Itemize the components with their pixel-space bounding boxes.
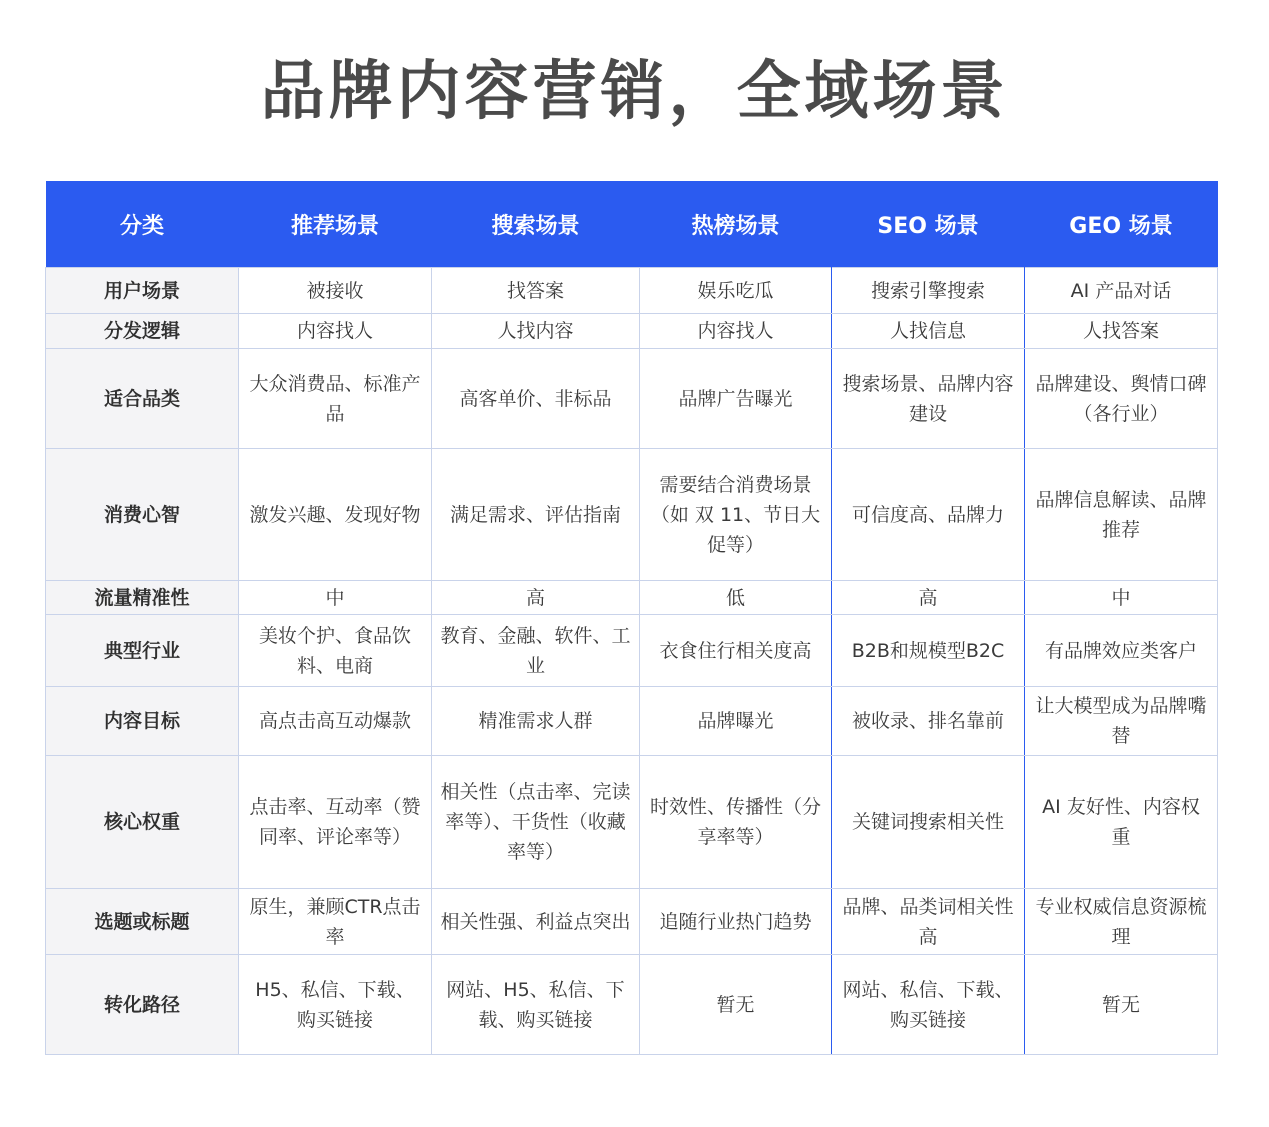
table-cell: 搜索场景、品牌内容建设 xyxy=(832,349,1025,449)
table-cell: 有品牌效应类客户 xyxy=(1025,615,1218,687)
table-cell: 相关性强、利益点突出 xyxy=(432,889,640,955)
comparison-table xyxy=(45,181,1218,1055)
table-cell: 原生，兼顾CTR点击率 xyxy=(239,889,432,955)
table-cell: 相关性（点击率、完读率等）、干货性（收藏率等） xyxy=(432,756,640,889)
row-label: 消费心智 xyxy=(46,449,239,581)
table-cell: 人找答案 xyxy=(1025,314,1218,349)
table-cell: 可信度高、品牌力 xyxy=(832,449,1025,581)
header-category: 分类 xyxy=(46,181,239,268)
table-cell: 大众消费品、标准产品 xyxy=(239,349,432,449)
table-row xyxy=(46,349,1218,449)
table-cell: 让大模型成为品牌嘴替 xyxy=(1025,687,1218,756)
table-cell: 中 xyxy=(1025,581,1218,615)
table-cell: 满足需求、评估指南 xyxy=(432,449,640,581)
row-label: 内容目标 xyxy=(46,687,239,756)
table-row xyxy=(46,314,1218,349)
table-row xyxy=(46,615,1218,687)
header-geo: GEO 场景 xyxy=(1025,181,1218,268)
row-label: 分发逻辑 xyxy=(46,314,239,349)
row-label: 核心权重 xyxy=(46,756,239,889)
table-cell: 高客单价、非标品 xyxy=(432,349,640,449)
table-row xyxy=(46,955,1218,1055)
table-cell: 高点击高互动爆款 xyxy=(239,687,432,756)
table-cell: 暂无 xyxy=(640,955,832,1055)
page-title: 品牌内容营销，全域场景 xyxy=(260,55,1009,129)
table-cell: 品牌曝光 xyxy=(640,687,832,756)
table-cell: 高 xyxy=(432,581,640,615)
header-hotlist: 热榜场景 xyxy=(640,181,832,268)
table-cell: 网站、私信、下载、购买链接 xyxy=(832,955,1025,1055)
table-cell: 美妆个护、食品饮料、电商 xyxy=(239,615,432,687)
header-seo: SEO 场景 xyxy=(832,181,1025,268)
table-cell: 追随行业热门趋势 xyxy=(640,889,832,955)
table-cell: 低 xyxy=(640,581,832,615)
table-row xyxy=(46,449,1218,581)
table-cell: 品牌信息解读、品牌推荐 xyxy=(1025,449,1218,581)
table-cell: 关键词搜索相关性 xyxy=(832,756,1025,889)
row-label: 适合品类 xyxy=(46,349,239,449)
table-row xyxy=(46,268,1218,314)
row-label: 用户场景 xyxy=(46,268,239,314)
table-cell: 精准需求人群 xyxy=(432,687,640,756)
table-cell: 网站、H5、私信、下载、购买链接 xyxy=(432,955,640,1055)
table-cell: 激发兴趣、发现好物 xyxy=(239,449,432,581)
table-cell: 被接收 xyxy=(239,268,432,314)
row-label: 转化路径 xyxy=(46,955,239,1055)
header-recommend: 推荐场景 xyxy=(239,181,432,268)
table-cell: 找答案 xyxy=(432,268,640,314)
table-cell: 内容找人 xyxy=(640,314,832,349)
row-label: 典型行业 xyxy=(46,615,239,687)
table-cell: AI 产品对话 xyxy=(1025,268,1218,314)
table-cell: 教育、金融、软件、工业 xyxy=(432,615,640,687)
table-cell: 点击率、互动率（赞同率、评论率等） xyxy=(239,756,432,889)
table-cell: 娱乐吃瓜 xyxy=(640,268,832,314)
table-cell: 人找内容 xyxy=(432,314,640,349)
table-cell: 搜索引擎搜索 xyxy=(832,268,1025,314)
header-search: 搜索场景 xyxy=(432,181,640,268)
table-row xyxy=(46,581,1218,615)
table-cell: 暂无 xyxy=(1025,955,1218,1055)
table-row xyxy=(46,687,1218,756)
table-cell: H5、私信、下载、购买链接 xyxy=(239,955,432,1055)
table-cell: 品牌建设、舆情口碑 （各行业） xyxy=(1025,349,1218,449)
table-cell: 人找信息 xyxy=(832,314,1025,349)
table-cell: 被收录、排名靠前 xyxy=(832,687,1025,756)
table-cell: 中 xyxy=(239,581,432,615)
table-cell: 时效性、传播性（分享率等） xyxy=(640,756,832,889)
table-header-row xyxy=(46,181,1218,268)
table-cell: 专业权威信息资源梳理 xyxy=(1025,889,1218,955)
table-cell: 高 xyxy=(832,581,1025,615)
row-label: 流量精准性 xyxy=(46,581,239,615)
table-cell: B2B和规模型B2C xyxy=(832,615,1025,687)
table-cell: AI 友好性、内容权重 xyxy=(1025,756,1218,889)
table-row xyxy=(46,889,1218,955)
table-cell: 内容找人 xyxy=(239,314,432,349)
table-row xyxy=(46,756,1218,889)
table-cell: 品牌、品类词相关性高 xyxy=(832,889,1025,955)
table-cell: 品牌广告曝光 xyxy=(640,349,832,449)
table-cell: 需要结合消费场景（如 双 11、节日大促等） xyxy=(640,449,832,581)
table-cell: 衣食住行相关度高 xyxy=(640,615,832,687)
row-label: 选题或标题 xyxy=(46,889,239,955)
